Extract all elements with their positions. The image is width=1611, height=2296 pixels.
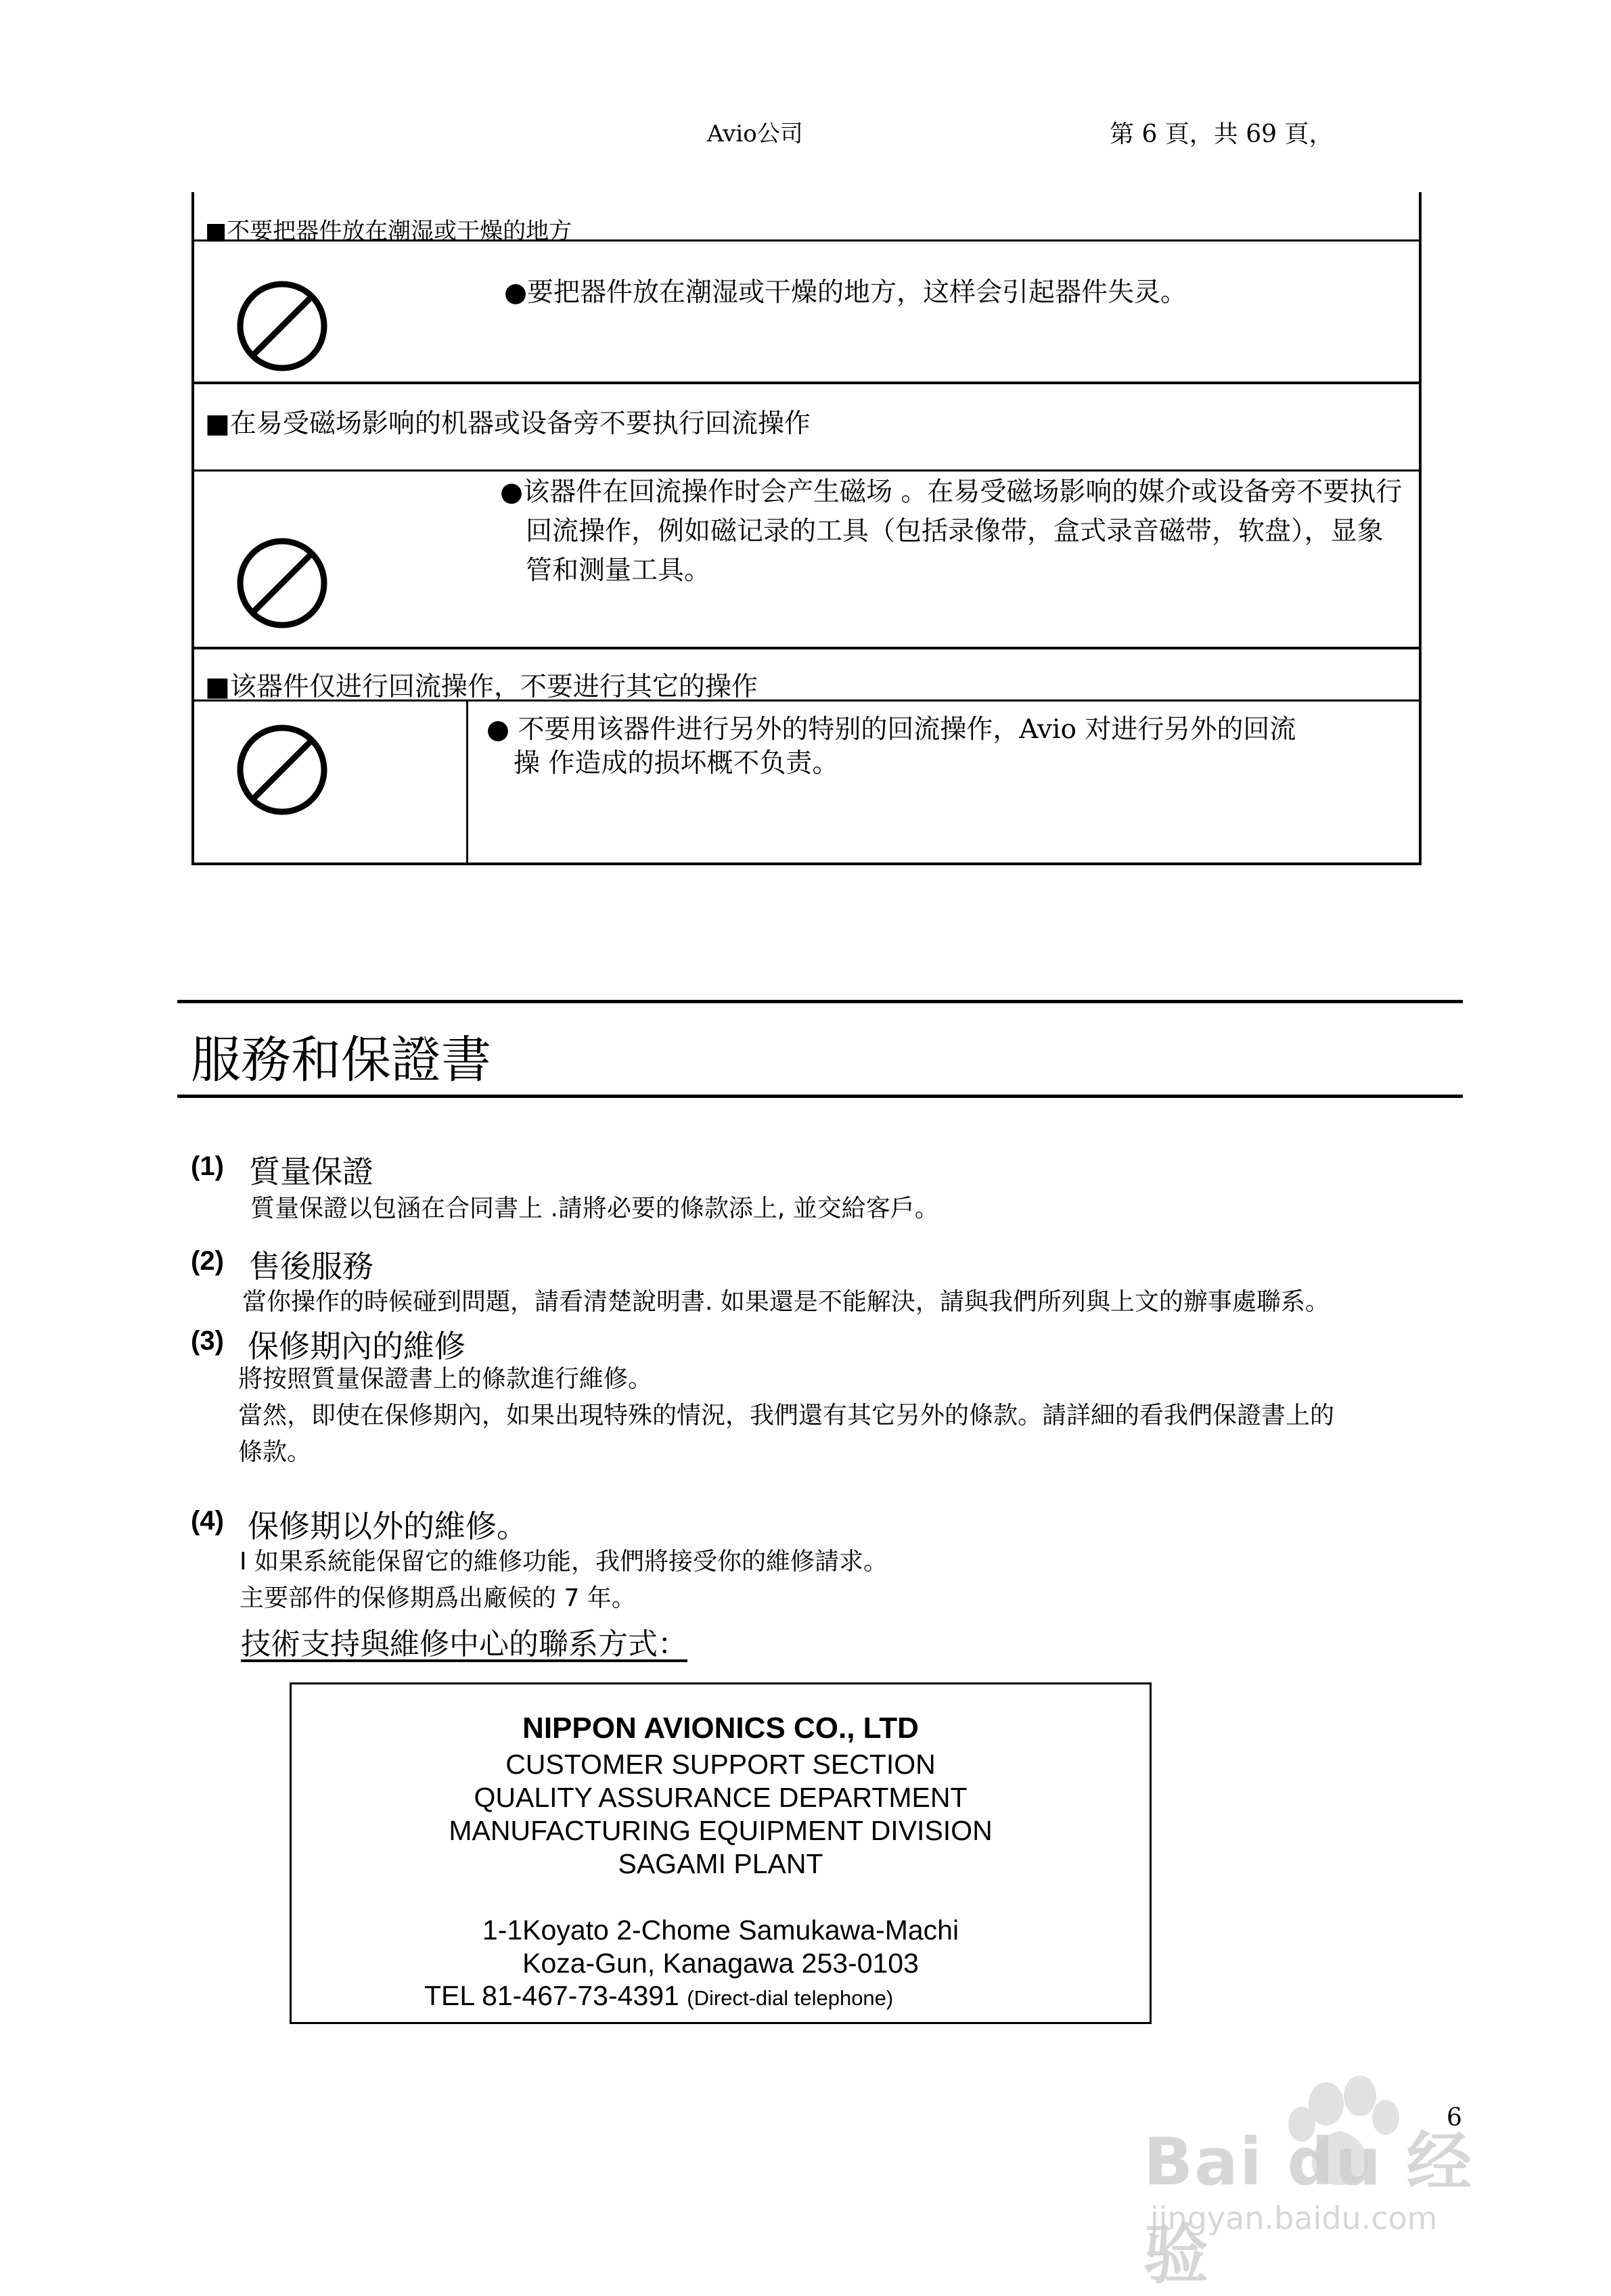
- caution-body-line: 操 作造成的损坏概不负责。: [514, 748, 839, 779]
- item-text-line: 當你操作的時候碰到問題，請看清楚說明書. 如果還是不能解決，請與我們所列與上文的辦事處聯系。: [242, 1288, 1330, 1316]
- watermark-brand: Bai du 经验: [1143, 2124, 1473, 2293]
- caution-title-magnetic: ■在易受磁场影响的机器或设备旁不要执行回流操作: [205, 409, 811, 439]
- item-text-line: 條款。: [238, 1438, 312, 1466]
- contact-tel-note: (Direct-dial telephone): [687, 1986, 894, 2010]
- contact-department: QUALITY ASSURANCE DEPARTMENT: [474, 1782, 968, 1813]
- item-text-quality: [250, 1191, 939, 1227]
- caution-body-reflow-only: [486, 713, 1296, 781]
- header-page-info: 第 6 頁，共 69 頁，: [1110, 120, 1334, 148]
- contact-tel: TEL 81-467-73-4391: [424, 1980, 679, 2011]
- item-text-line: 質量保證以包涵在合同書上 .請將必要的條款添上, 並交給客戶。: [250, 1195, 939, 1222]
- contact-plant: SAGAMI PLANT: [618, 1848, 823, 1879]
- item-heading-after-sales: 售後服務: [249, 1248, 373, 1285]
- caution-title-humidity: ■不要把器件放在潮湿或干燥的地方: [205, 218, 572, 245]
- caution-body-humidity: [504, 273, 1187, 313]
- table-border-right: [1419, 192, 1422, 865]
- contact-division: MANUFACTURING EQUIPMENT DIVISION: [449, 1815, 993, 1846]
- caution-title-reflow-only: ■该器件仅进行回流操作，不要进行其它的操作: [205, 672, 758, 702]
- contact-company: NIPPON AVIONICS CO., LTD: [522, 1712, 919, 1745]
- item-heading-out-warranty: 保修期以外的維修。: [248, 1508, 528, 1544]
- caution-body-line: ●该器件在回流操作时会产生磁场 。在易受磁场影响的媒介或设备旁不要执行: [500, 477, 1403, 507]
- page-number: 6: [1447, 2104, 1462, 2132]
- contact-address-line1: 1-1Koyato 2-Chome Samukawa-Machi: [482, 1914, 959, 1946]
- caution-body-line: ● 不要用该器件进行另外的特别的回流操作，Avio 对进行另外的回流: [486, 714, 1296, 745]
- item-text-line: 將按照質量保證書上的條款進行維修。: [238, 1365, 653, 1393]
- item-text-in-warranty: [238, 1361, 1334, 1471]
- contact-heading: 技術支持與維修中心的聯系方式：: [241, 1627, 687, 1661]
- table-border-left: [191, 192, 194, 865]
- table-rule: [191, 863, 1422, 865]
- contact-address-line2: Koza-Gun, Kanagawa 253-0103: [522, 1948, 919, 1979]
- table-column-divider: [466, 699, 468, 864]
- item-number: (1): [191, 1151, 224, 1181]
- baidu-watermark: [1137, 2057, 1516, 2293]
- caution-body-line: 管和测量工具。: [526, 555, 711, 586]
- section-rule-bottom: [177, 1095, 1463, 1098]
- prohibition-icon: [236, 537, 328, 629]
- contact-tel-line: [424, 1980, 893, 2012]
- item-number: (2): [191, 1246, 224, 1276]
- caution-table: [191, 192, 1422, 865]
- item-text-line: 主要部件的保修期爲出廠候的 7 年。: [240, 1584, 636, 1612]
- item-number: (4): [191, 1506, 224, 1536]
- item-text-line: 當然，即使在保修期內，如果出現特殊的情況，我們還有其它另外的條款。請詳細的看我們保證書上的: [238, 1402, 1335, 1429]
- contact-box: [290, 1682, 1152, 2024]
- item-heading-in-warranty: 保修期內的維修: [248, 1328, 466, 1364]
- prohibition-icon: [236, 724, 328, 816]
- watermark-url: jingyan.baidu.com: [1150, 2200, 1438, 2236]
- item-text-after-sales: [242, 1284, 1330, 1321]
- item-text-out-warranty: [240, 1544, 888, 1617]
- header-company: Avio公司: [707, 120, 803, 147]
- table-rule: [191, 469, 1422, 472]
- item-text-line: I 如果系統能保留它的維修功能，我們將接受你的維修請求。: [240, 1548, 888, 1576]
- contact-section: CUSTOMER SUPPORT SECTION: [505, 1749, 936, 1780]
- caution-body-magnetic: [500, 473, 1402, 591]
- section-title: 服務和保證書: [191, 1031, 491, 1089]
- item-heading-quality: 質量保證: [249, 1153, 373, 1190]
- caution-body-line: 回流操作，例如磁记录的工具（包括录像带，盒式录音磁带，软盘），显象: [526, 516, 1384, 547]
- section-rule-top: [177, 1000, 1463, 1003]
- table-rule: [191, 647, 1422, 649]
- caution-body-line: ●要把器件放在潮湿或干燥的地方，这样会引起器件失灵。: [504, 277, 1187, 308]
- item-number: (3): [191, 1326, 224, 1356]
- prohibition-icon: [236, 280, 328, 372]
